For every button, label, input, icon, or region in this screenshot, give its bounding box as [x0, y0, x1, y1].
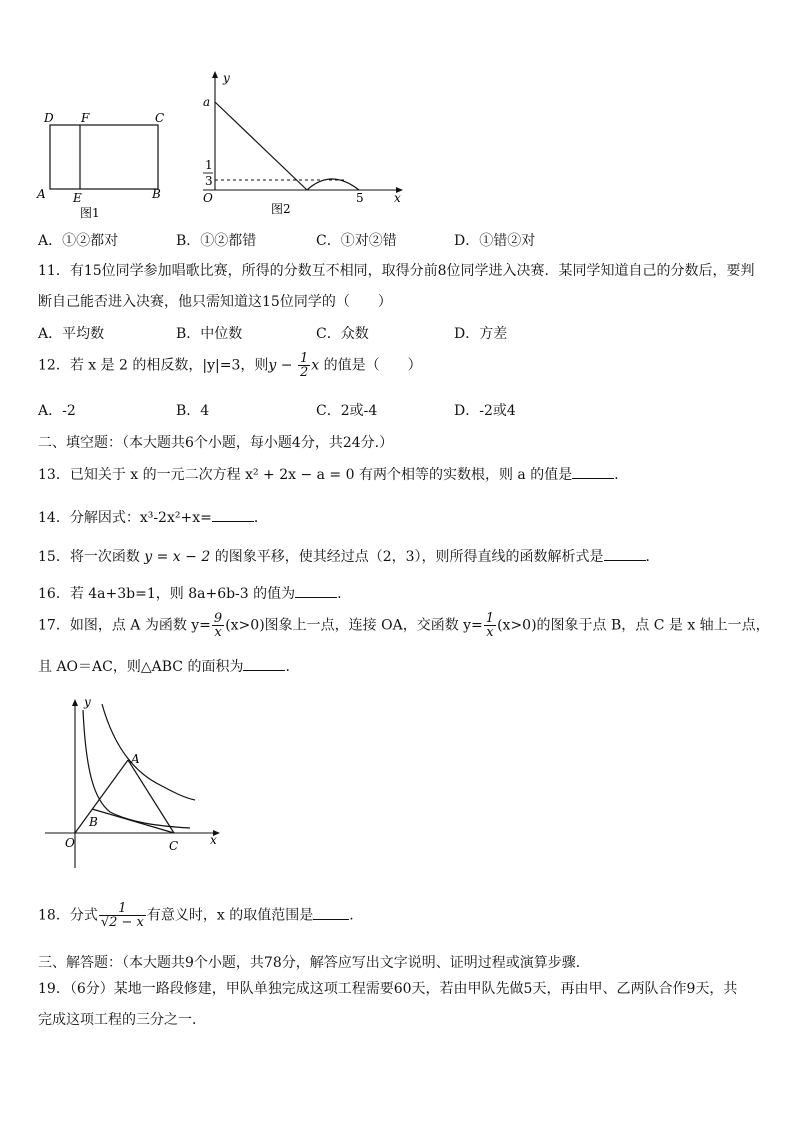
q18-fraction: [99, 902, 146, 929]
q12-option-b: B．4: [176, 403, 210, 419]
q11-option-a: A．平均数: [38, 326, 105, 342]
q11-option-c: C．众数: [316, 326, 369, 342]
q14-end: ．: [253, 510, 268, 526]
label-a: A: [131, 752, 140, 766]
descending-segment: [215, 102, 307, 190]
label-b: B: [152, 187, 161, 201]
figure-1-caption: 图1: [80, 206, 100, 220]
q13-equation: x² + 2x − a = 0: [245, 467, 355, 483]
fraction-numerator: 1: [205, 158, 213, 172]
figure-2-caption: 图2: [271, 202, 291, 216]
label-f: F: [81, 111, 90, 125]
q13-stem: [38, 464, 628, 484]
q12-option-c: C．2或-4: [316, 403, 378, 419]
q14-answer-blank: [212, 509, 254, 522]
q12-frac-numerator: 1: [299, 351, 309, 366]
q12-frac-denominator: 2: [299, 365, 309, 380]
q18-end: .: [349, 907, 354, 924]
rectangle-abcd: [50, 125, 158, 189]
q17-stem-post: (x>0)的图象于点 B，点 C 是 x 轴上一点，: [497, 617, 770, 634]
label-a: a: [203, 95, 211, 109]
q10-option-a: A．①②都对: [38, 233, 119, 249]
q11-option-b: B．中位数: [176, 326, 243, 342]
q12-var-y: y: [268, 357, 277, 374]
y-axis-arrow: [212, 71, 218, 78]
q13-end: ．: [614, 467, 629, 483]
label-x: x: [394, 191, 401, 205]
fraction-denominator: 3: [205, 174, 213, 188]
q17-end: .: [285, 659, 290, 675]
q19-stem-line1: 19．（6分）某地一路段修建，甲队单独完成这项工程需要60天，若由甲队先做5天，再由甲、乙两队合作9天，共: [38, 981, 738, 997]
label-a: A: [37, 187, 46, 201]
q12-option-d: D．-2或4: [454, 403, 516, 419]
q17-line2-text: 且 AO＝AC，则△ABC 的面积为: [38, 659, 244, 675]
q11-stem-line2: 断自己能否进入决赛，他只需知道这15位同学的（ ）: [38, 294, 392, 310]
q12-stem-pre: 12．若 x 是 2 的相反数，|y|=3，则: [38, 357, 269, 374]
q12-var-x: x: [311, 357, 320, 374]
q17-stem-pre: 17．如图，点 A 为函数 y=: [38, 617, 211, 634]
q17-frac2-denominator: x: [486, 625, 494, 640]
q17-fraction-1: [212, 612, 224, 639]
label-c: C: [155, 111, 165, 125]
q14-stem-pre: 14．分解因式：x³-2x²+x=: [38, 510, 212, 526]
figure-3: [40, 690, 230, 870]
q13-answer-blank: [572, 466, 614, 479]
y-axis-arrow: [72, 699, 78, 706]
q10-option-c: C．①对②错: [316, 233, 397, 249]
label-c: C: [169, 839, 179, 853]
q11-option-d: D．方差: [454, 326, 508, 342]
q18-stem-post: 有意义时，x 的取值范围是: [146, 907, 314, 924]
q12-stem: [38, 352, 422, 379]
q10-option-b: B．①②都错: [176, 233, 257, 249]
q11-stem-line1: 11．有15位同学参加唱歌比赛，所得的分数互不相同，取得分前8位同学进入决赛．某同学知道自己的分数后，要判: [38, 263, 755, 279]
q17-stem-mid: (x>0)图象上一点，连接 OA，交函数 y=: [225, 617, 483, 634]
q16-end: .: [337, 586, 342, 602]
hyperbola-1-over-x: [83, 710, 190, 828]
q18-stem-pre: 18．分式: [38, 907, 98, 924]
figure-2: [195, 68, 410, 218]
q17-frac1-numerator: 9: [213, 611, 223, 626]
arc-curve: [307, 179, 359, 190]
q15-stem: [38, 546, 660, 566]
q17-fraction-2: [484, 612, 496, 639]
q18-stem: [38, 902, 354, 929]
q16-stem-pre: 16．若 4a+3b=1，则 8a+6b-3 的值为: [38, 586, 296, 602]
label-e: E: [73, 191, 82, 205]
q14-stem: [38, 507, 268, 527]
segment-oa: [75, 760, 128, 833]
q15-stem-pre: 15．将一次函数: [38, 549, 145, 565]
q19-stem-line2: 完成这项工程的三分之一．: [38, 1012, 206, 1028]
q17-stem-line1: [38, 612, 770, 639]
q12-option-a: A．-2: [38, 403, 76, 419]
section-3-heading: 三、解答题：（本大题共9个小题，共78分，解答应写出文字说明、证明过程或演算步骤．: [38, 955, 590, 971]
label-o: O: [203, 191, 213, 205]
q18-frac-numerator: 1: [99, 902, 146, 916]
q17-answer-blank: [243, 658, 285, 671]
q12-stem-post: 的值是（ ）: [319, 357, 422, 374]
q18-answer-blank: [313, 907, 349, 920]
section-2-heading: 二、填空题：（本大题共6个小题，每小题4分，共24分.）: [38, 435, 394, 451]
q17-frac2-numerator: 1: [485, 611, 495, 626]
q16-answer-blank: [295, 585, 337, 598]
label-y: y: [223, 71, 230, 85]
label-x: x: [210, 833, 217, 847]
q15-answer-blank: [604, 548, 646, 561]
q18-frac-denominator: √2 − x: [100, 915, 144, 930]
hyperbola-9-over-x: [102, 704, 195, 800]
label-b: B: [89, 815, 98, 829]
q15-equation: y = x − 2: [144, 549, 211, 565]
q10-option-d: D．①错②对: [454, 233, 536, 249]
q17-stem-line2: [38, 656, 290, 676]
figure-1: [30, 105, 180, 220]
q12-fraction: [298, 352, 310, 379]
label-5: 5: [356, 191, 364, 205]
q15-end: ．: [645, 549, 660, 565]
q13-stem-post: 有两个相等的实数根，则 a 的值是: [354, 467, 573, 483]
label-o: O: [65, 836, 75, 850]
q16-stem: [38, 583, 342, 603]
q13-stem-pre: 13．已知关于 x 的一元二次方程: [38, 467, 246, 483]
q17-frac1-denominator: x: [214, 625, 222, 640]
label-d: D: [44, 111, 54, 125]
q12-minus: −: [276, 357, 297, 374]
label-y: y: [84, 695, 91, 709]
q15-stem-post: 的图象平移，使其经过点（2，3），则所得直线的函数解析式是: [210, 549, 604, 565]
